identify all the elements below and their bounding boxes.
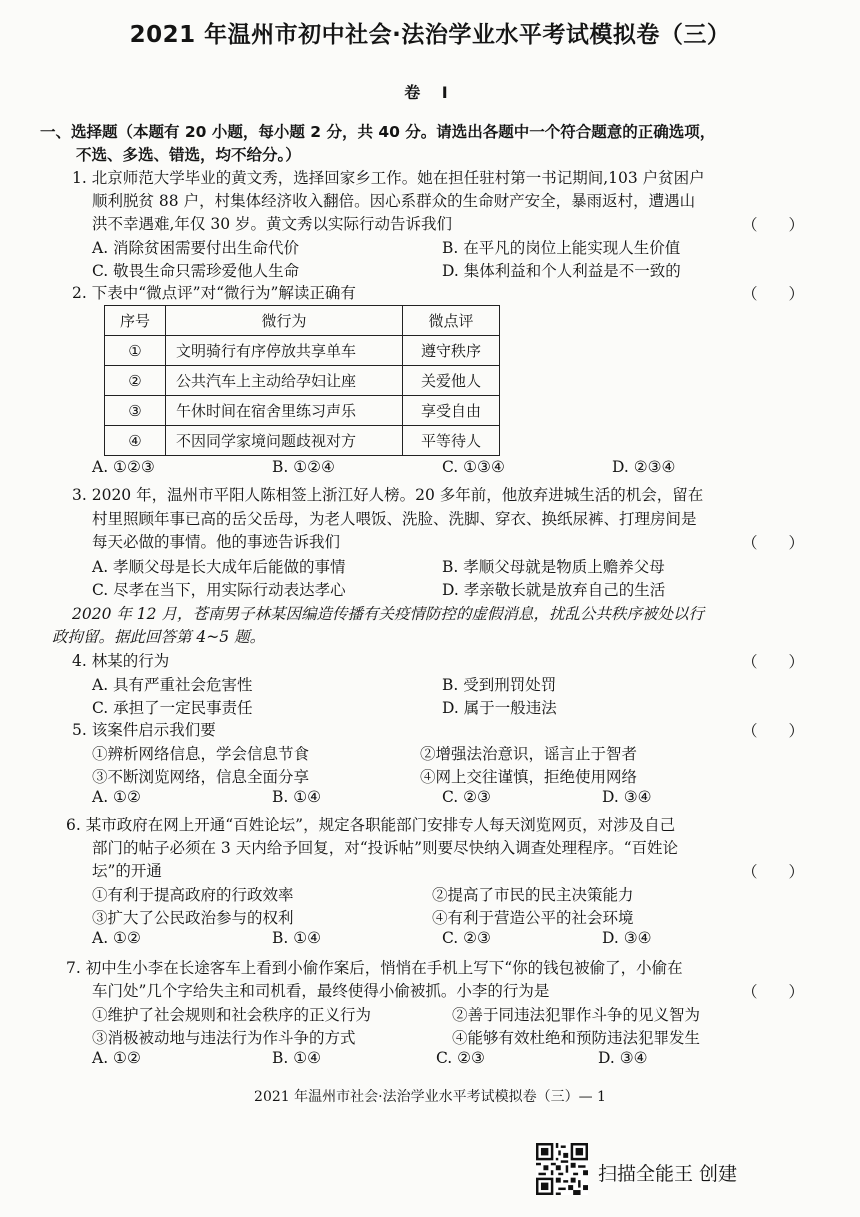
- q5-option-c: C. ②③: [442, 788, 491, 806]
- table-cell: ①: [105, 336, 166, 366]
- q3-option-d: D. 孝亲敬长就是放弃自己的生活: [442, 581, 666, 599]
- q5-stem: 5. 该案件启示我们要: [72, 721, 216, 739]
- q4-option-d: D. 属于一般违法: [442, 699, 557, 717]
- page-footer: 2021 年温州市社会·法治学业水平考试模拟卷（三）— 1: [254, 1089, 606, 1105]
- q3-option-c: C. 尽孝在当下，用实际行动表达孝心: [92, 581, 346, 599]
- q2-option-c: C. ①③④: [442, 458, 505, 476]
- q6-option-a: A. ①②: [92, 929, 141, 947]
- q5-statement-2: ②增强法治意识，谣言止于智者: [420, 745, 638, 763]
- q7-statement-1: ①维护了社会规则和社会秩序的正义行为: [92, 1006, 372, 1024]
- q6-statement-1: ①有利于提高政府的行政效率: [92, 886, 294, 904]
- table-row: [105, 396, 500, 426]
- q7-stem-line2: 车门处”几个字给失主和司机看，最终使得小偷被抓。小李的行为是: [92, 982, 550, 1000]
- table-header-cell: 序号: [105, 306, 166, 336]
- q2-answer-blank: （ ）: [742, 285, 805, 303]
- q4-option-a: A. 具有严重社会危害性: [92, 676, 253, 694]
- q2-option-b: B. ①②④: [272, 458, 335, 476]
- q1-option-b: B. 在平凡的岗位上能实现人生价值: [442, 239, 681, 257]
- q3-stem-line2: 村里照顾年事已高的岳父岳母，为老人喂饭、洗脸、洗脚、穿衣、换纸尿裤、打理房间是: [92, 510, 697, 528]
- table-cell: 公共汽车上主动给孕妇让座: [166, 366, 403, 396]
- table-cell: ②: [105, 366, 166, 396]
- q7-answer-blank: （ ）: [742, 983, 805, 1001]
- section-heading: 一、选择题（本题有 20 小题，每小题 2 分，共 40 分。请选出各题中一个符合题意的正确选项，: [40, 123, 716, 141]
- q6-option-c: C. ②③: [442, 929, 491, 947]
- q7-option-c: C. ②③: [436, 1049, 485, 1067]
- table-cell: 不因同学家境问题歧视对方: [166, 426, 403, 456]
- q1-option-c: C. 敬畏生命只需珍爱他人生命: [92, 262, 300, 280]
- q4-stem: 4. 林某的行为: [72, 652, 170, 670]
- table-row: [105, 336, 500, 366]
- table-cell: 遵守秩序: [403, 336, 500, 366]
- q1-stem-line1: 1. 北京师范大学毕业的黄文秀，选择回家乡工作。她在担任驻村第一书记期间,103 户贫困户: [72, 169, 705, 187]
- q5-statement-3: ③不断浏览网络，信息全面分享: [92, 768, 310, 786]
- q4-option-c: C. 承担了一定民事责任: [92, 699, 253, 717]
- table-header-cell: 微点评: [403, 306, 500, 336]
- q3-stem-line1: 3. 2020 年，温州市平阳人陈相签上浙江好人榜。20 多年前，他放弃进城生活的机会，留在: [72, 486, 704, 504]
- q6-answer-blank: （ ）: [742, 863, 805, 881]
- qr-code-icon: [536, 1143, 588, 1195]
- q2-table: [104, 305, 500, 456]
- table-row: [105, 426, 500, 456]
- material-line1: 2020 年 12 月，苍南男子林某因编造传播有关疫情防控的虚假消息，扰乱公共秩序被处以行: [72, 605, 704, 623]
- q7-statement-3: ③消极被动地与违法行为作斗争的方式: [92, 1029, 356, 1047]
- q5-statement-4: ④网上交往谨慎，拒绝使用网络: [420, 768, 638, 786]
- q7-statement-2: ②善于同违法犯罪作斗争的见义智为: [452, 1006, 701, 1024]
- q6-statement-3: ③扩大了公民政治参与的权利: [92, 909, 294, 927]
- table-cell: ③: [105, 396, 166, 426]
- table-cell: ④: [105, 426, 166, 456]
- q5-answer-blank: （ ）: [742, 722, 805, 740]
- material-line2: 政拘留。据此回答第 4~5 题。: [52, 628, 266, 646]
- table-cell: 午休时间在宿舍里练习声乐: [166, 396, 403, 426]
- q1-option-a: A. 消除贫困需要付出生命代价: [92, 239, 300, 257]
- q1-stem-line2: 顺利脱贫 88 户，村集体经济收入翻倍。因心系群众的生命财产安全，暴雨返村，遭遇山: [92, 192, 696, 210]
- scanner-watermark-text: 扫描全能王 创建: [598, 1163, 738, 1185]
- q6-stem-line3: 坛”的开通: [92, 862, 162, 880]
- section-heading-cont: 不选、多选、错选，均不给分。）: [76, 146, 301, 164]
- part-label: 卷 Ⅰ: [404, 83, 456, 102]
- q4-answer-blank: （ ）: [742, 653, 805, 671]
- q1-answer-blank: （ ）: [742, 216, 805, 234]
- q7-option-a: A. ①②: [92, 1049, 141, 1067]
- q7-stem-line1: 7. 初中生小李在长途客车上看到小偷作案后，悄悄在手机上写下“你的钱包被偷了，小偷在: [66, 959, 683, 977]
- q6-statement-4: ④有利于营造公平的社会环境: [432, 909, 634, 927]
- q3-stem-line3: 每天必做的事情。他的事迹告诉我们: [92, 533, 341, 551]
- table-cell: 关爱他人: [403, 366, 500, 396]
- q7-statement-4: ④能够有效杜绝和预防违法犯罪发生: [452, 1029, 701, 1047]
- q2-option-a: A. ①②③: [92, 458, 155, 476]
- q7-option-d: D. ③④: [598, 1049, 648, 1067]
- q5-statement-1: ①辨析网络信息，学会信息节食: [92, 745, 310, 763]
- q5-option-a: A. ①②: [92, 788, 141, 806]
- q4-option-b: B. 受到刑罚处罚: [442, 676, 557, 694]
- q7-option-b: B. ①④: [272, 1049, 322, 1067]
- table-header-cell: 微行为: [166, 306, 403, 336]
- table-row: [105, 366, 500, 396]
- q6-statement-2: ②提高了市民的民主决策能力: [432, 886, 634, 904]
- q6-option-d: D. ③④: [602, 929, 652, 947]
- q3-answer-blank: （ ）: [742, 534, 805, 552]
- q3-option-a: A. 孝顺父母是长大成年后能做的事情: [92, 558, 346, 576]
- q2-option-d: D. ②③④: [612, 458, 676, 476]
- q6-option-b: B. ①④: [272, 929, 322, 947]
- table-cell: 文明骑行有序停放共享单车: [166, 336, 403, 366]
- exam-title: 2021 年温州市初中社会·法治学业水平考试模拟卷（三）: [129, 22, 731, 48]
- q6-stem-line1: 6. 某市政府在网上开通“百姓论坛”，规定各职能部门安排专人每天浏览网页，对涉及自己: [66, 816, 676, 834]
- table-header-row: [105, 306, 500, 336]
- q5-option-b: B. ①④: [272, 788, 322, 806]
- table-cell: 享受自由: [403, 396, 500, 426]
- q1-stem-line3: 洪不幸遇难,年仅 30 岁。黄文秀以实际行动告诉我们: [92, 215, 453, 233]
- q1-option-d: D. 集体利益和个人利益是不一致的: [442, 262, 681, 280]
- q6-stem-line2: 部门的帖子必须在 3 天内给予回复，对“投诉帖”则要尽快纳入调查处理程序。“百姓论: [92, 839, 678, 857]
- table-cell: 平等待人: [403, 426, 500, 456]
- q5-option-d: D. ③④: [602, 788, 652, 806]
- q3-option-b: B. 孝顺父母就是物质上赡养父母: [442, 558, 665, 576]
- q2-stem: 2. 下表中“微点评”对“微行为”解读正确有: [72, 284, 356, 302]
